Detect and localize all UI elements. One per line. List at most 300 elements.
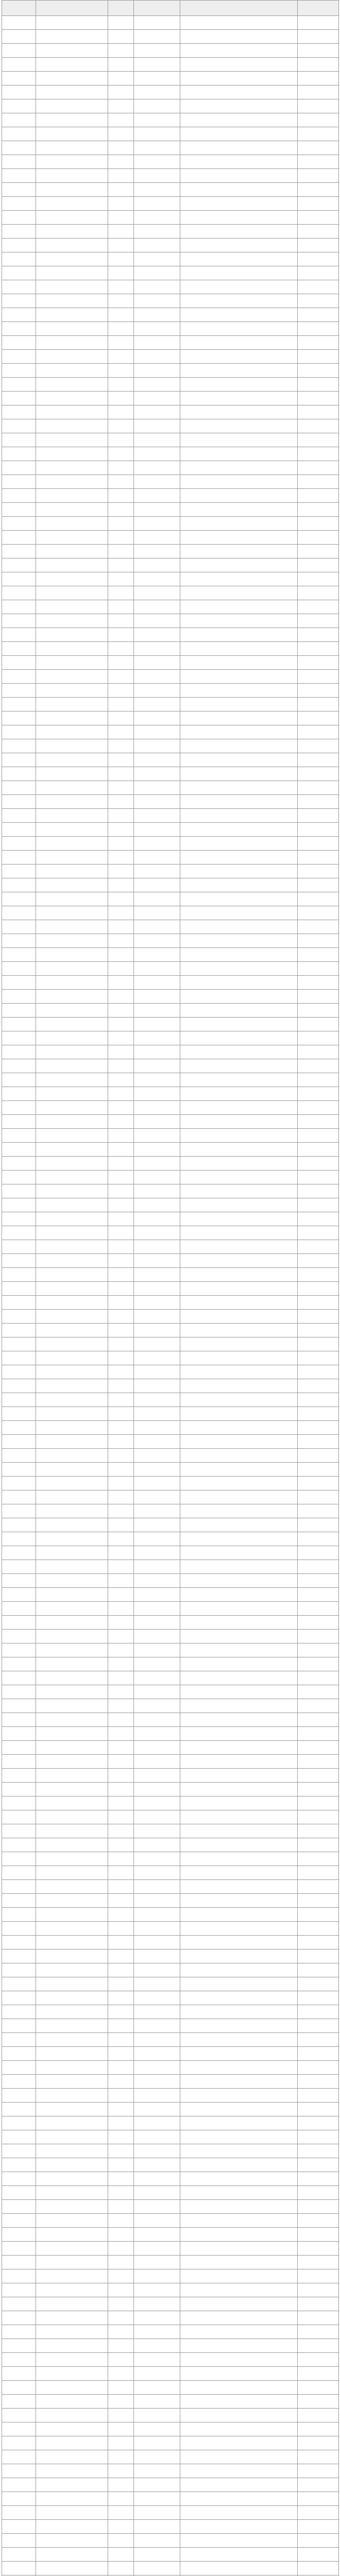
table-cell <box>180 1671 298 1685</box>
table-cell <box>2 767 36 781</box>
table-cell <box>180 1004 298 1018</box>
table-cell <box>298 2534 339 2548</box>
table-cell <box>180 2339 298 2353</box>
table-row <box>2 1643 339 1657</box>
table-row <box>2 1894 339 1908</box>
table-row <box>2 475 339 489</box>
table-row <box>2 1115 339 1129</box>
table-cell <box>108 2033 134 2047</box>
table-cell <box>180 1518 298 1532</box>
table-cell <box>2 1588 36 1602</box>
table-cell <box>298 1184 339 1198</box>
table-cell <box>180 1129 298 1143</box>
table-cell <box>36 1143 108 1157</box>
table-cell <box>108 266 134 280</box>
table-cell <box>298 1630 339 1643</box>
table-row <box>2 1699 339 1713</box>
table-cell <box>2 475 36 489</box>
table-cell <box>180 1171 298 1184</box>
table-cell <box>2 1351 36 1365</box>
table-cell <box>36 1212 108 1226</box>
table-row <box>2 753 339 767</box>
table-cell <box>134 1755 180 1769</box>
table-cell <box>2 1421 36 1435</box>
table-cell <box>36 1379 108 1393</box>
table-cell <box>180 1365 298 1379</box>
table-cell <box>134 1240 180 1254</box>
table-cell <box>134 1157 180 1171</box>
table-cell <box>108 1296 134 1310</box>
table-cell <box>180 1936 298 1950</box>
table-cell <box>134 2325 180 2339</box>
table-cell <box>2 1755 36 1769</box>
table-cell <box>2 30 36 44</box>
table-cell <box>134 558 180 572</box>
table-cell <box>180 405 298 419</box>
table-cell <box>2 1198 36 1212</box>
table-row <box>2 1212 339 1226</box>
table-cell <box>2 141 36 155</box>
table-cell <box>134 851 180 865</box>
table-cell <box>2 2228 36 2242</box>
table-cell <box>2 1963 36 1977</box>
table-cell <box>180 1685 298 1699</box>
table-cell <box>180 2061 298 2075</box>
table-cell <box>36 2339 108 2353</box>
table-cell <box>134 2311 180 2325</box>
table-row <box>2 976 339 990</box>
table-cell <box>108 336 134 350</box>
table-cell <box>108 503 134 517</box>
table-cell <box>36 1797 108 1810</box>
table-cell <box>36 1936 108 1950</box>
table-cell <box>36 433 108 447</box>
table-cell <box>134 1532 180 1546</box>
table-cell <box>36 2214 108 2228</box>
table-cell <box>134 934 180 948</box>
table-cell <box>108 753 134 767</box>
table-row <box>2 1337 339 1351</box>
table-cell <box>180 1198 298 1212</box>
table-cell <box>134 976 180 990</box>
table-cell <box>134 1518 180 1532</box>
table-cell <box>108 364 134 378</box>
table-cell <box>36 2116 108 2130</box>
table-cell <box>2 2353 36 2367</box>
table-row <box>2 1713 339 1727</box>
table-cell <box>134 1616 180 1630</box>
table-cell <box>298 517 339 531</box>
table-cell <box>2 2436 36 2450</box>
table-cell <box>2 1393 36 1407</box>
table-cell <box>180 1031 298 1045</box>
table-cell <box>180 1393 298 1407</box>
table-cell <box>36 865 108 878</box>
table-cell <box>2 1977 36 1991</box>
table-cell <box>134 711 180 725</box>
table-cell <box>108 2047 134 2061</box>
table-row <box>2 1282 339 1296</box>
table-cell <box>2 711 36 725</box>
table-cell <box>180 1977 298 1991</box>
table-cell <box>180 1421 298 1435</box>
table-cell <box>2 2172 36 2186</box>
table-cell <box>2 1532 36 1546</box>
table-row <box>2 433 339 447</box>
table-cell <box>134 266 180 280</box>
table-cell <box>134 86 180 99</box>
table-cell <box>180 2214 298 2228</box>
table-cell <box>2 2269 36 2283</box>
table-cell <box>134 1908 180 1922</box>
table-cell <box>180 1866 298 1880</box>
table-cell <box>2 447 36 461</box>
table-row <box>2 2103 339 2116</box>
table-cell <box>180 1296 298 1310</box>
table-cell <box>108 767 134 781</box>
table-cell <box>298 642 339 656</box>
table-cell <box>134 2548 180 2562</box>
table-cell <box>2 531 36 545</box>
table-cell <box>2 2075 36 2089</box>
table-cell <box>2 1950 36 1963</box>
table-cell <box>2 1240 36 1254</box>
table-row <box>2 1977 339 1991</box>
table-cell <box>134 1129 180 1143</box>
table-cell <box>298 531 339 545</box>
table-cell <box>180 2256 298 2269</box>
table-cell <box>36 336 108 350</box>
table-cell <box>36 2478 108 2492</box>
table-row <box>2 2089 339 2103</box>
table-cell <box>2 558 36 572</box>
table-cell <box>298 1880 339 1894</box>
table-cell <box>180 225 298 239</box>
table-cell <box>134 1699 180 1713</box>
table-cell <box>108 2103 134 2116</box>
table-cell <box>180 1059 298 1073</box>
table-cell <box>36 44 108 58</box>
table-row <box>2 1532 339 1546</box>
table-cell <box>36 1296 108 1310</box>
table-cell <box>134 1310 180 1324</box>
table-cell <box>298 948 339 962</box>
table-cell <box>2 211 36 225</box>
table-cell <box>134 30 180 44</box>
table-cell <box>108 2367 134 2381</box>
table-cell <box>298 976 339 990</box>
table-row <box>2 2325 339 2339</box>
table-cell <box>36 1713 108 1727</box>
table-cell <box>2 1643 36 1657</box>
table-cell <box>36 1463 108 1477</box>
column-header <box>108 1 134 16</box>
table-cell <box>108 1560 134 1574</box>
table-cell <box>134 2395 180 2409</box>
table-cell <box>180 2506 298 2520</box>
table-cell <box>180 711 298 725</box>
table-cell <box>180 1449 298 1463</box>
table-cell <box>108 1685 134 1699</box>
table-cell <box>134 16 180 30</box>
table-cell <box>108 851 134 865</box>
table-cell <box>36 2228 108 2242</box>
table-cell <box>36 266 108 280</box>
table-cell <box>108 545 134 558</box>
table-row <box>2 795 339 809</box>
table-cell <box>134 1685 180 1699</box>
table-cell <box>298 2283 339 2297</box>
table-cell <box>180 294 298 308</box>
table-cell <box>180 2381 298 2395</box>
table-cell <box>108 1727 134 1741</box>
table-cell <box>2 308 36 322</box>
table-cell <box>36 1657 108 1671</box>
table-row <box>2 461 339 475</box>
table-cell <box>108 169 134 183</box>
table-row <box>2 1950 339 1963</box>
table-cell <box>36 600 108 614</box>
table-cell <box>180 2478 298 2492</box>
table-cell <box>36 2395 108 2409</box>
table-cell <box>2 1045 36 1059</box>
table-cell <box>134 1171 180 1184</box>
table-cell <box>134 2381 180 2395</box>
table-cell <box>298 2492 339 2506</box>
table-cell <box>108 447 134 461</box>
table-cell <box>108 378 134 392</box>
table-cell <box>2 2005 36 2019</box>
table-cell <box>108 1254 134 1268</box>
table-cell <box>108 1810 134 1824</box>
table-row <box>2 2283 339 2297</box>
table-cell <box>298 2089 339 2103</box>
table-row <box>2 405 339 419</box>
table-cell <box>298 851 339 865</box>
table-cell <box>2 16 36 30</box>
table-cell <box>2 2144 36 2158</box>
table-cell <box>36 628 108 642</box>
table-cell <box>134 141 180 155</box>
table-cell <box>134 1212 180 1226</box>
table-cell <box>108 837 134 851</box>
table-cell <box>2 2325 36 2339</box>
position-table <box>2 0 339 2576</box>
table-cell <box>298 1616 339 1630</box>
table-cell <box>180 2492 298 2506</box>
table-cell <box>298 2478 339 2492</box>
table-row <box>2 1657 339 1671</box>
table-cell <box>36 2089 108 2103</box>
table-cell <box>180 934 298 948</box>
table-row <box>2 2075 339 2089</box>
table-cell <box>298 392 339 405</box>
table-cell <box>298 1379 339 1393</box>
table-cell <box>2 433 36 447</box>
table-row <box>2 2116 339 2130</box>
table-cell <box>36 2548 108 2562</box>
table-cell <box>298 1741 339 1755</box>
table-cell <box>180 1797 298 1810</box>
table-cell <box>108 2478 134 2492</box>
table-cell <box>108 1866 134 1880</box>
table-cell <box>134 1324 180 1337</box>
table-row <box>2 1616 339 1630</box>
table-cell <box>180 127 298 141</box>
table-cell <box>36 2256 108 2269</box>
table-cell <box>36 1769 108 1783</box>
table-cell <box>108 1143 134 1157</box>
table-row <box>2 1449 339 1463</box>
table-row <box>2 2033 339 2047</box>
table-cell <box>2 586 36 600</box>
table-cell <box>180 1324 298 1337</box>
table-row <box>2 2548 339 2562</box>
table-row <box>2 1421 339 1435</box>
table-cell <box>180 2089 298 2103</box>
table-cell <box>134 1797 180 1810</box>
table-cell <box>134 1296 180 1310</box>
table-cell <box>36 2075 108 2089</box>
table-cell <box>298 294 339 308</box>
table-cell <box>180 239 298 252</box>
table-cell <box>2 2200 36 2214</box>
table-cell <box>2 1324 36 1337</box>
table-cell <box>108 1101 134 1115</box>
table-cell <box>108 2075 134 2089</box>
table-cell <box>108 1045 134 1059</box>
table-row <box>2 1031 339 1045</box>
table-cell <box>180 1268 298 1282</box>
table-row <box>2 1560 339 1574</box>
table-cell <box>134 405 180 419</box>
table-cell <box>134 1546 180 1560</box>
table-cell <box>2 1699 36 1713</box>
table-row <box>2 2353 339 2367</box>
table-cell <box>36 2311 108 2325</box>
table-row <box>2 2047 339 2061</box>
table-cell <box>298 2367 339 2381</box>
table-cell <box>134 2172 180 2186</box>
table-cell <box>298 809 339 823</box>
table-cell <box>36 698 108 711</box>
table-row <box>2 1574 339 1588</box>
table-row <box>2 1143 339 1157</box>
table-cell <box>180 44 298 58</box>
table-cell <box>298 739 339 753</box>
table-cell <box>134 1477 180 1490</box>
table-cell <box>134 1268 180 1282</box>
table-cell <box>36 1018 108 1031</box>
table-cell <box>36 16 108 30</box>
table-cell <box>180 419 298 433</box>
table-cell <box>180 2269 298 2283</box>
table-cell <box>180 781 298 795</box>
table-row <box>2 684 339 698</box>
table-cell <box>36 2158 108 2172</box>
table-cell <box>298 2019 339 2033</box>
table-cell <box>134 2075 180 2089</box>
table-cell <box>108 976 134 990</box>
table-cell <box>180 1783 298 1797</box>
table-cell <box>108 1838 134 1852</box>
table-cell <box>180 503 298 517</box>
table-cell <box>36 1407 108 1421</box>
table-cell <box>108 2269 134 2283</box>
table-cell <box>298 2256 339 2269</box>
table-row <box>2 1059 339 1073</box>
table-cell <box>36 1157 108 1171</box>
table-cell <box>108 1741 134 1755</box>
table-cell <box>2 1031 36 1045</box>
table-cell <box>36 1198 108 1212</box>
table-cell <box>180 545 298 558</box>
table-row <box>2 1087 339 1101</box>
table-cell <box>134 1574 180 1588</box>
table-row <box>2 58 339 72</box>
table-cell <box>36 670 108 684</box>
table-cell <box>2 378 36 392</box>
table-cell <box>298 1838 339 1852</box>
table-cell <box>134 628 180 642</box>
table-cell <box>36 823 108 837</box>
table-cell <box>298 113 339 127</box>
table-cell <box>108 892 134 906</box>
table-cell <box>134 280 180 294</box>
table-cell <box>36 795 108 809</box>
table-cell <box>134 211 180 225</box>
table-cell <box>36 2506 108 2520</box>
table-cell <box>134 419 180 433</box>
table-row <box>2 1296 339 1310</box>
table-cell <box>2 1157 36 1171</box>
table-cell <box>298 1059 339 1073</box>
table-cell <box>180 1657 298 1671</box>
table-cell <box>36 1129 108 1143</box>
table-cell <box>180 2228 298 2242</box>
table-cell <box>36 392 108 405</box>
table-cell <box>108 1351 134 1365</box>
table-cell <box>36 2409 108 2422</box>
table-cell <box>36 2033 108 2047</box>
table-cell <box>134 2033 180 2047</box>
table-row <box>2 2367 339 2381</box>
table-cell <box>36 72 108 86</box>
table-cell <box>298 197 339 211</box>
table-cell <box>180 58 298 72</box>
table-cell <box>298 1699 339 1713</box>
table-cell <box>2 920 36 934</box>
table-cell <box>108 781 134 795</box>
table-cell <box>298 823 339 837</box>
table-cell <box>2 2381 36 2395</box>
table-cell <box>2 934 36 948</box>
table-cell <box>180 252 298 266</box>
table-cell <box>298 1018 339 1031</box>
table-cell <box>134 1198 180 1212</box>
table-cell <box>298 1407 339 1421</box>
table-cell <box>36 419 108 433</box>
table-cell <box>2 239 36 252</box>
table-cell <box>108 225 134 239</box>
table-cell <box>36 1852 108 1866</box>
table-cell <box>134 252 180 266</box>
table-cell <box>298 878 339 892</box>
table-cell <box>2 837 36 851</box>
table-cell <box>36 2562 108 2575</box>
table-header-row <box>2 1 339 16</box>
table-cell <box>108 739 134 753</box>
